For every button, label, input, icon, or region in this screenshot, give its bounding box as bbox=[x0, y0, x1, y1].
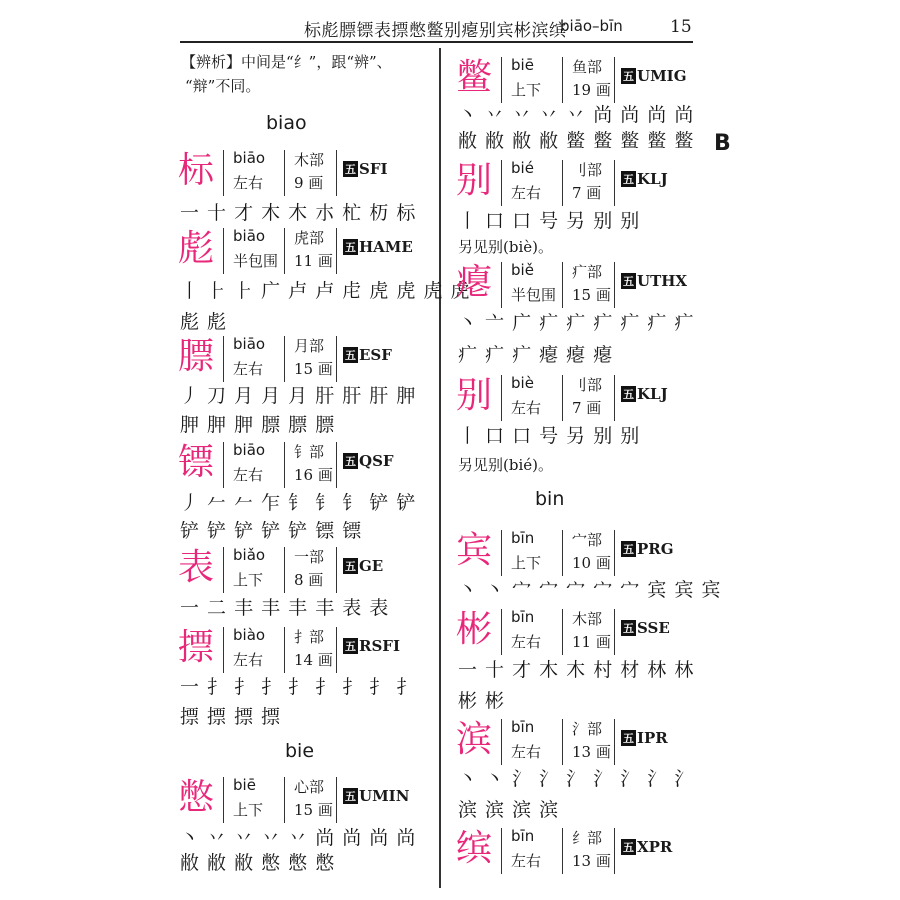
pinyin: biě bbox=[511, 261, 534, 279]
wubi-code bbox=[621, 838, 672, 856]
stroke-order-line: 疒 疒 疒 瘪 瘪 瘪 bbox=[458, 344, 614, 366]
entry-divider bbox=[284, 150, 285, 196]
structure: 左右 bbox=[511, 852, 542, 870]
pinyin: biè bbox=[511, 374, 534, 392]
wubi-box-icon: 五 bbox=[345, 349, 356, 362]
structure: 左右 bbox=[511, 399, 542, 417]
pinyin: bīn bbox=[511, 608, 535, 626]
stroke-order-line: 一 二 丰 丰 丰 丰 表 表 bbox=[180, 597, 390, 619]
entry-divider bbox=[562, 828, 563, 874]
wubi-code-text: IPR bbox=[637, 729, 668, 747]
stroke-order-line: 丿 刀 月 月 月 肝 肝 肝 胛 bbox=[180, 385, 417, 407]
headword-character: 别 bbox=[456, 160, 493, 201]
structure: 上下 bbox=[511, 554, 542, 572]
note-line-2: “辩”不同。 bbox=[185, 77, 261, 95]
structure: 左右 bbox=[233, 360, 264, 378]
radical: 氵部 bbox=[572, 720, 603, 738]
wubi-box-icon: 五 bbox=[345, 790, 356, 803]
stroke-order-line: 滨 滨 滨 滨 bbox=[458, 799, 560, 821]
stroke-count: 19 画 bbox=[572, 81, 611, 99]
stroke-order-line: 丨 口 口 号 另 别 别 bbox=[458, 210, 641, 232]
radical: 木部 bbox=[294, 151, 325, 169]
headword-character: 彪 bbox=[178, 228, 215, 269]
entry-divider bbox=[614, 375, 615, 421]
structure: 左右 bbox=[511, 743, 542, 761]
stroke-order-line: 彬 彬 bbox=[458, 690, 506, 712]
stroke-order-line: 丿 𠂉 𠂉 乍 钅 钅 钅 铲 铲 bbox=[180, 492, 417, 514]
stroke-order-line: 敝 敝 敝 憋 憋 憋 bbox=[180, 852, 336, 874]
header-rule bbox=[180, 41, 693, 43]
radical: 心部 bbox=[294, 778, 325, 796]
radical: 扌部 bbox=[294, 628, 325, 646]
pinyin: biāo bbox=[233, 335, 266, 353]
structure: 上下 bbox=[233, 571, 264, 589]
entry-divider bbox=[614, 609, 615, 655]
structure: 半包围 bbox=[511, 286, 557, 304]
entry-divider bbox=[223, 547, 224, 593]
entry-divider bbox=[614, 262, 615, 308]
entry-divider bbox=[336, 777, 337, 823]
wubi-box-icon: 五 bbox=[623, 622, 634, 635]
wubi-code bbox=[621, 540, 674, 558]
stroke-order-line: 丶 亠 广 疒 疒 疒 疒 疒 疒 bbox=[458, 312, 695, 334]
section-heading-biao: biao bbox=[266, 112, 307, 134]
see-also-note: 另见别(biè)。 bbox=[458, 238, 553, 256]
stroke-count: 11 画 bbox=[294, 252, 333, 270]
wubi-code-text: UMIG bbox=[637, 67, 687, 85]
radical: 钅部 bbox=[294, 443, 325, 461]
entry-divider bbox=[562, 262, 563, 308]
stroke-order-line: 敝 敝 敝 敝 鳖 鳖 鳖 鳖 鳖 bbox=[458, 130, 695, 152]
stroke-count: 15 画 bbox=[294, 801, 333, 819]
entry-divider bbox=[284, 228, 285, 274]
entry-divider bbox=[284, 336, 285, 382]
wubi-box-icon: 五 bbox=[345, 560, 356, 573]
stroke-count: 16 画 bbox=[294, 466, 333, 484]
pinyin: biào bbox=[233, 626, 266, 644]
entry-divider bbox=[284, 627, 285, 673]
wubi-code bbox=[621, 385, 668, 403]
wubi-box-icon: 五 bbox=[623, 70, 634, 83]
entry-divider bbox=[614, 57, 615, 103]
radical: 刂部 bbox=[572, 376, 603, 394]
stroke-count: 15 画 bbox=[294, 360, 333, 378]
entry-divider bbox=[223, 442, 224, 488]
entry-divider bbox=[223, 336, 224, 382]
entry-divider bbox=[562, 375, 563, 421]
structure: 半包围 bbox=[233, 252, 279, 270]
stroke-order-line: 丨 ⺊ ⺊ 广 卢 卢 虍 虎 虎 虎 虎 bbox=[180, 280, 471, 302]
stroke-order-line: 摽 摽 摽 摽 bbox=[180, 706, 282, 728]
stroke-order-line: 一 十 才 木 木 村 材 林 林 bbox=[458, 659, 695, 681]
headword-character: 彬 bbox=[456, 609, 493, 650]
stroke-count: 10 画 bbox=[572, 554, 611, 572]
section-heading-bie: bie bbox=[285, 740, 315, 762]
side-index-letter: B bbox=[714, 131, 731, 156]
radical: 月部 bbox=[294, 337, 325, 355]
radical: 刂部 bbox=[572, 161, 603, 179]
page-header bbox=[180, 8, 692, 41]
headword-character: 瘪 bbox=[456, 262, 493, 303]
structure: 左右 bbox=[511, 633, 542, 651]
wubi-code-text: RSFI bbox=[359, 637, 400, 655]
entry-divider bbox=[336, 336, 337, 382]
stroke-count: 14 画 bbox=[294, 651, 333, 669]
stroke-count: 9 画 bbox=[294, 174, 324, 192]
stroke-count: 13 画 bbox=[572, 743, 611, 761]
see-also-note: 另见别(bié)。 bbox=[458, 456, 553, 474]
stroke-count: 8 画 bbox=[294, 571, 324, 589]
entry-divider bbox=[336, 547, 337, 593]
stroke-count: 11 画 bbox=[572, 633, 611, 651]
entry-divider bbox=[284, 442, 285, 488]
entry-divider bbox=[501, 609, 502, 655]
wubi-code-text: KLJ bbox=[637, 170, 668, 188]
entry-divider bbox=[562, 57, 563, 103]
entry-divider bbox=[562, 530, 563, 576]
wubi-code-text: PRG bbox=[637, 540, 674, 558]
entry-divider bbox=[284, 777, 285, 823]
entry-divider bbox=[614, 530, 615, 576]
headword-character: 宾 bbox=[456, 530, 493, 571]
entry-divider bbox=[223, 627, 224, 673]
stroke-order-line: 丶 丷 丷 丷 丷 尚 尚 尚 尚 bbox=[458, 104, 695, 126]
stroke-count: 7 画 bbox=[572, 399, 602, 417]
structure: 上下 bbox=[233, 801, 264, 819]
header-pinyin-range: biāo–bīn bbox=[560, 17, 623, 35]
radical: 纟部 bbox=[572, 829, 603, 847]
entry-divider bbox=[562, 719, 563, 765]
stroke-order-line: 一 十 才 木 木 朩 杧 杤 标 bbox=[180, 202, 417, 224]
section-heading-bin: bin bbox=[535, 488, 565, 510]
pinyin: biāo bbox=[233, 227, 266, 245]
entry-divider bbox=[501, 828, 502, 874]
entry-divider bbox=[562, 160, 563, 206]
stroke-order-line: 彪 彪 bbox=[180, 311, 228, 333]
entry-divider bbox=[614, 160, 615, 206]
entry-divider bbox=[562, 609, 563, 655]
entry-divider bbox=[501, 530, 502, 576]
wubi-code bbox=[343, 346, 392, 364]
wubi-code bbox=[621, 729, 668, 747]
wubi-box-icon: 五 bbox=[345, 163, 356, 176]
entry-divider bbox=[614, 828, 615, 874]
wubi-box-icon: 五 bbox=[623, 543, 634, 556]
wubi-box-icon: 五 bbox=[345, 640, 356, 653]
entry-divider bbox=[223, 228, 224, 274]
wubi-code bbox=[621, 170, 668, 188]
stroke-order-line: 丨 口 口 号 另 别 别 bbox=[458, 425, 641, 447]
wubi-code-text: ESF bbox=[359, 346, 392, 364]
wubi-code bbox=[343, 238, 413, 256]
radical: 木部 bbox=[572, 610, 603, 628]
entry-divider bbox=[501, 375, 502, 421]
wubi-code bbox=[343, 557, 383, 575]
column-divider bbox=[439, 48, 441, 888]
entry-divider bbox=[614, 719, 615, 765]
radical: 虎部 bbox=[294, 229, 325, 247]
headword-character: 摽 bbox=[178, 627, 215, 668]
headword-character: 缤 bbox=[456, 828, 493, 869]
radical: 一部 bbox=[294, 548, 325, 566]
stroke-order-line: 一 扌 扌 扌 扌 扌 扌 扌 扌 bbox=[180, 676, 417, 698]
header-words: 标彪膘镖表摽憋鳖别瘪别宾彬滨缤 bbox=[304, 21, 567, 41]
entry-divider bbox=[501, 262, 502, 308]
wubi-box-icon: 五 bbox=[623, 841, 634, 854]
structure: 上下 bbox=[511, 81, 542, 99]
structure: 左右 bbox=[233, 466, 264, 484]
wubi-code bbox=[343, 787, 409, 805]
stroke-count: 7 画 bbox=[572, 184, 602, 202]
wubi-box-icon: 五 bbox=[623, 388, 634, 401]
pinyin: biāo bbox=[233, 441, 266, 459]
wubi-code bbox=[343, 452, 394, 470]
stroke-order-line: 丶 丶 宀 宀 宀 宀 宀 宾 宾 宾 bbox=[458, 579, 722, 601]
wubi-code bbox=[343, 637, 400, 655]
headword-character: 膘 bbox=[178, 336, 215, 377]
wubi-code-text: UMIN bbox=[359, 787, 410, 805]
pinyin: biē bbox=[233, 776, 256, 794]
pinyin: bīn bbox=[511, 718, 535, 736]
entry-divider bbox=[223, 150, 224, 196]
headword-character: 表 bbox=[178, 547, 215, 588]
headword-character: 憋 bbox=[178, 777, 215, 818]
entry-divider bbox=[501, 57, 502, 103]
wubi-code bbox=[621, 67, 687, 85]
entry-divider bbox=[336, 150, 337, 196]
wubi-box-icon: 五 bbox=[623, 275, 634, 288]
pinyin: bié bbox=[511, 159, 534, 177]
entry-divider bbox=[336, 627, 337, 673]
wubi-code bbox=[621, 272, 687, 290]
wubi-box-icon: 五 bbox=[623, 173, 634, 186]
stroke-order-line: 丶 丶 氵 氵 氵 氵 氵 氵 氵 bbox=[458, 768, 695, 790]
headword-character: 鳖 bbox=[456, 57, 493, 98]
page-number: 15 bbox=[670, 17, 692, 37]
headword-character: 标 bbox=[178, 150, 215, 191]
wubi-code-text: UTHX bbox=[637, 272, 688, 290]
wubi-code bbox=[343, 160, 388, 178]
wubi-code-text: QSF bbox=[359, 452, 394, 470]
radical: 鱼部 bbox=[572, 58, 603, 76]
stroke-order-line: 胛 胛 胛 膘 膘 膘 bbox=[180, 414, 336, 436]
structure: 左右 bbox=[233, 174, 264, 192]
wubi-code-text: HAME bbox=[359, 238, 413, 256]
headword-character: 镖 bbox=[178, 442, 215, 483]
stroke-order-line: 丶 丷 丷 丷 丷 尚 尚 尚 尚 bbox=[180, 827, 417, 849]
radical: 宀部 bbox=[572, 531, 603, 549]
entry-divider bbox=[284, 547, 285, 593]
wubi-code bbox=[621, 619, 670, 637]
wubi-code-text: SFI bbox=[359, 160, 388, 178]
radical: 疒部 bbox=[572, 263, 603, 281]
note-line-1: 【辨析】中间是“纟”，跟“辨”、 bbox=[181, 53, 392, 71]
dictionary-entry bbox=[456, 826, 706, 886]
stroke-count: 13 画 bbox=[572, 852, 611, 870]
headword-character: 别 bbox=[456, 375, 493, 416]
pinyin: bīn bbox=[511, 529, 535, 547]
wubi-box-icon: 五 bbox=[345, 455, 356, 468]
structure: 左右 bbox=[511, 184, 542, 202]
stroke-count: 15 画 bbox=[572, 286, 611, 304]
wubi-code-text: XPR bbox=[637, 838, 673, 856]
entry-divider bbox=[336, 228, 337, 274]
headword-character: 滨 bbox=[456, 719, 493, 760]
wubi-box-icon: 五 bbox=[623, 732, 634, 745]
pinyin: biǎo bbox=[233, 546, 266, 564]
wubi-code-text: SSE bbox=[637, 619, 670, 637]
entry-divider bbox=[336, 442, 337, 488]
entry-divider bbox=[223, 777, 224, 823]
stroke-order-line: 铲 铲 铲 铲 铲 镖 镖 bbox=[180, 520, 363, 542]
pinyin: bīn bbox=[511, 827, 535, 845]
wubi-box-icon: 五 bbox=[345, 241, 356, 254]
wubi-code-text: GE bbox=[359, 557, 384, 575]
entry-divider bbox=[501, 160, 502, 206]
structure: 左右 bbox=[233, 651, 264, 669]
entry-divider bbox=[501, 719, 502, 765]
wubi-code-text: KLJ bbox=[637, 385, 668, 403]
pinyin: biāo bbox=[233, 149, 266, 167]
pinyin: biē bbox=[511, 56, 534, 74]
